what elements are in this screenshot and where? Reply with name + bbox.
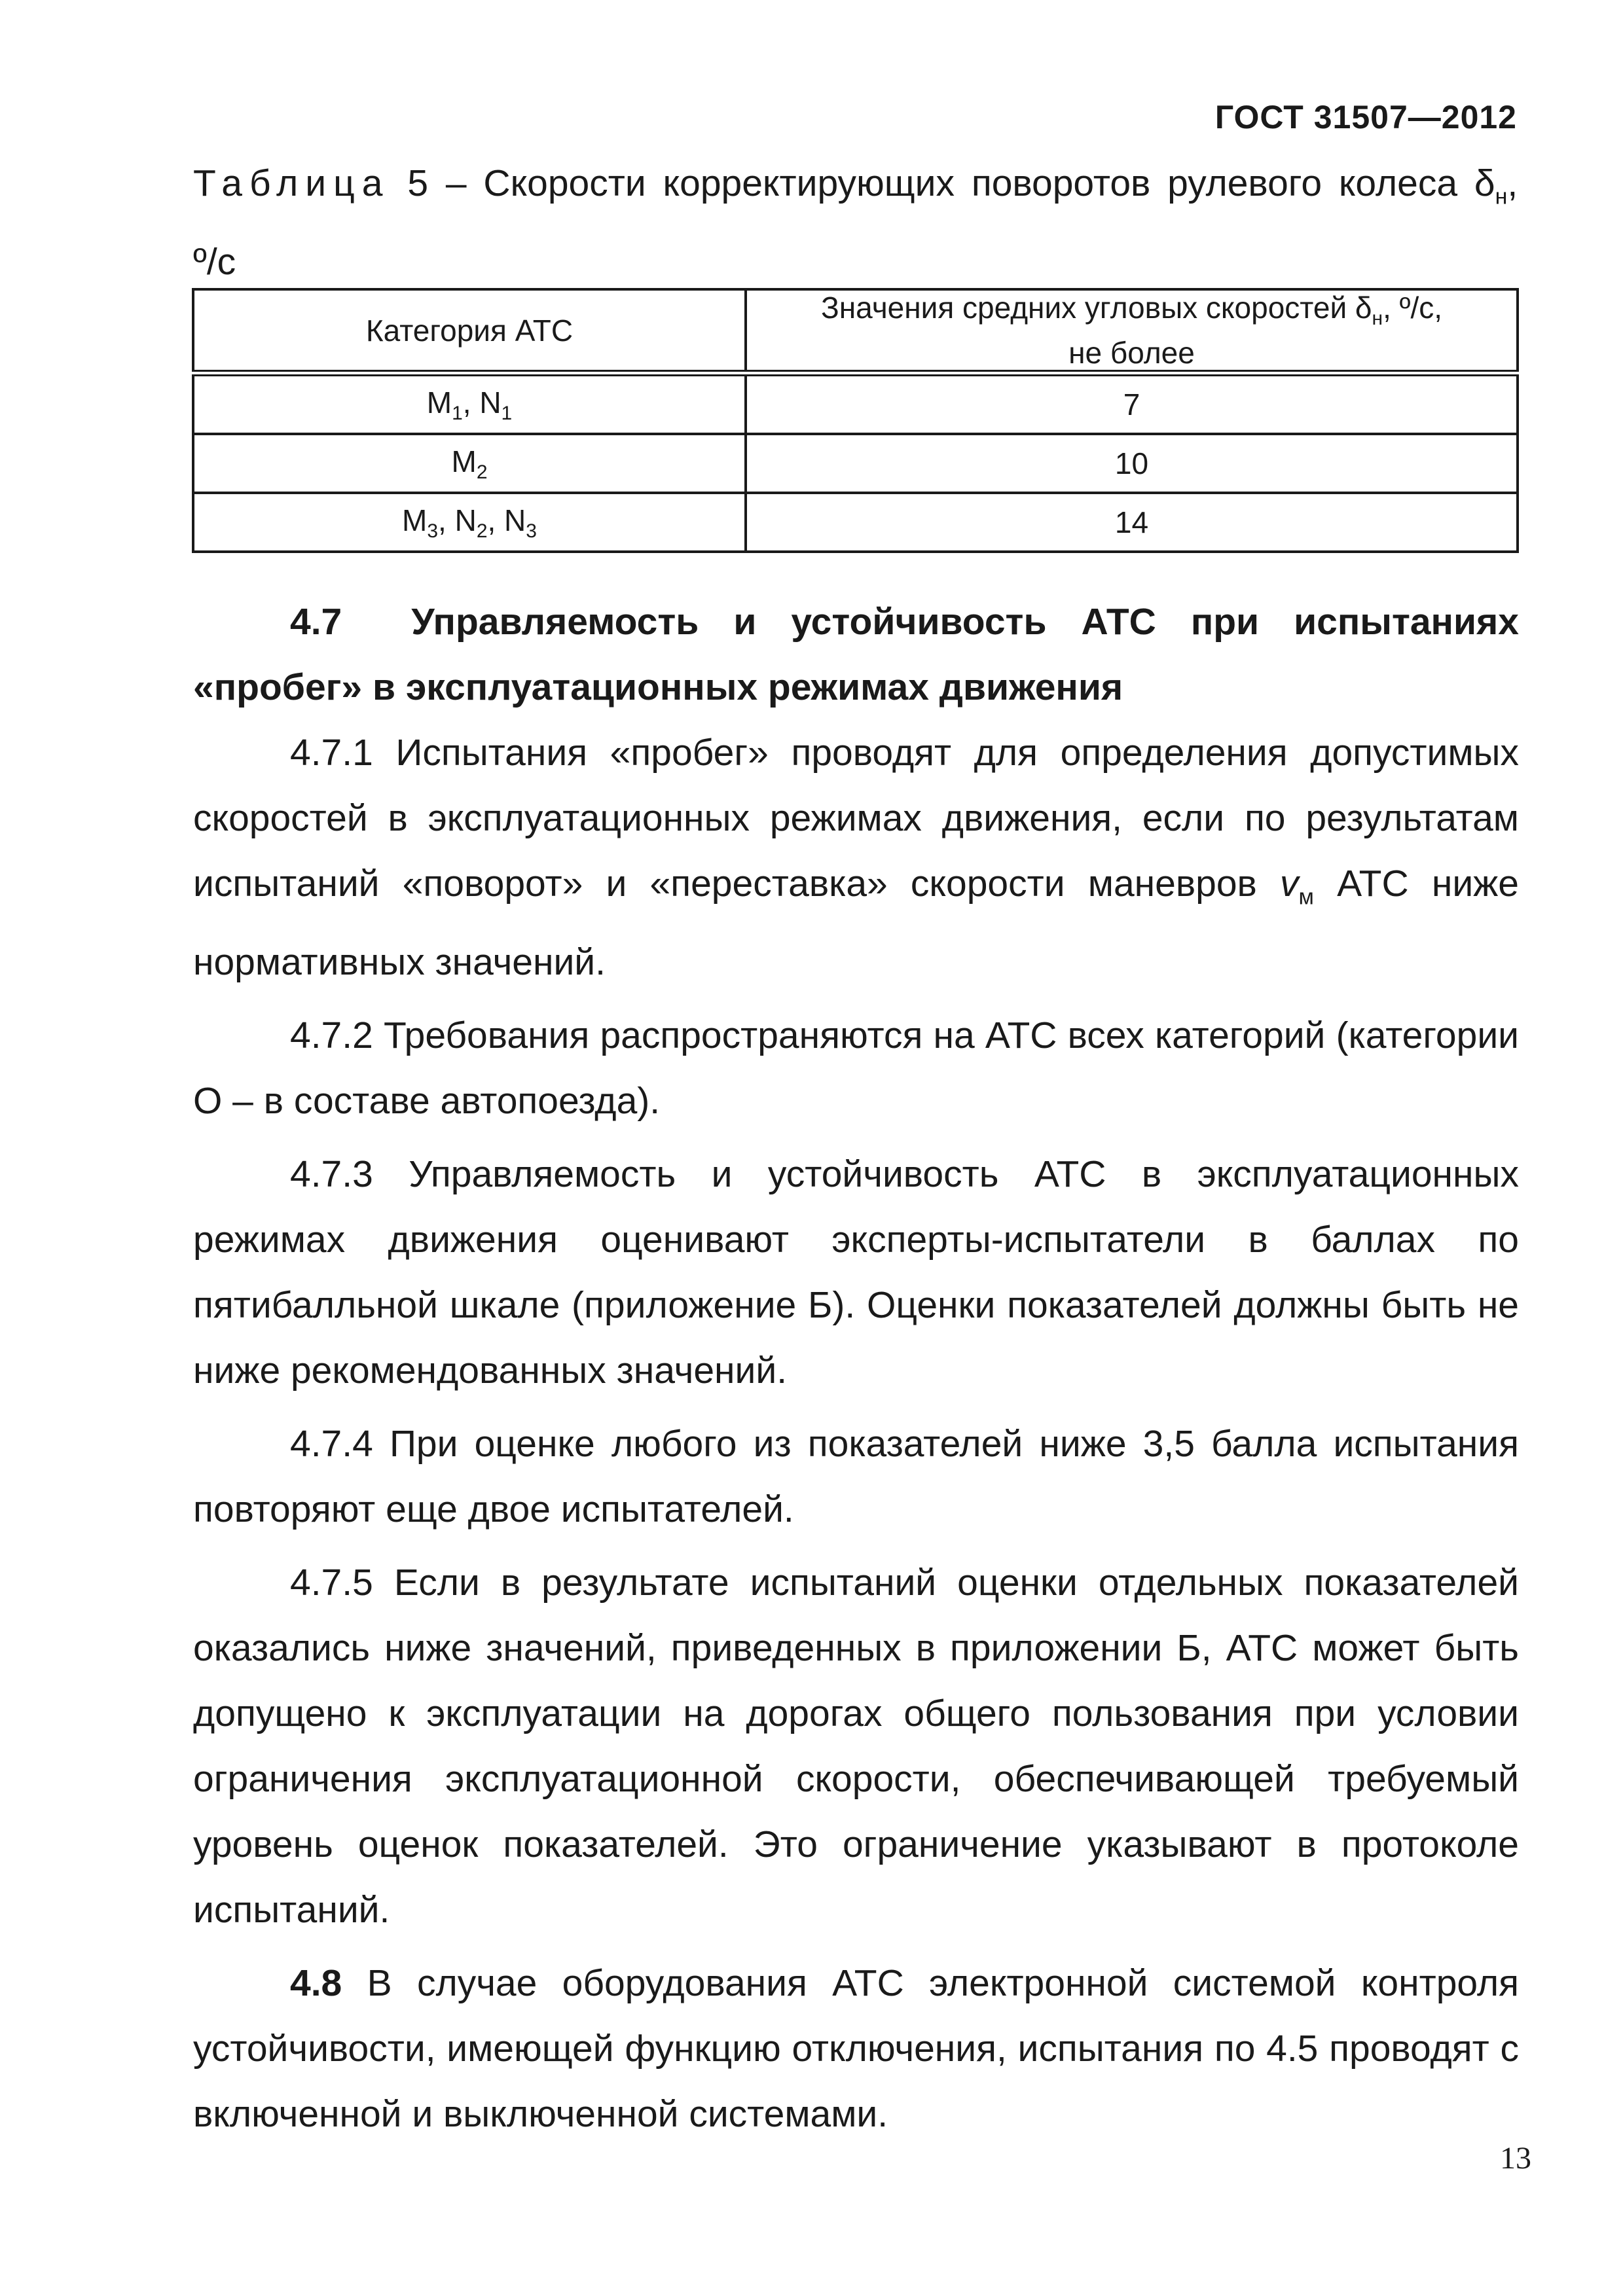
paragraph-number: 4.7.1 <box>290 732 373 774</box>
paragraph-text: Если в результате испытаний оценки отдельных показателей оказались ниже значений, приведенных в приложении Б, АТС может быть допущено к эксплуатации на дорогах общего пользования при условии ограничения эксплуатационной скорости, обеспечивающей требуемый уровень оценок показателей. Это ограничение указывают в протоколе испытаний. <box>193 1562 1519 1931</box>
page-number: 13 <box>1500 2141 1531 2176</box>
table-row <box>193 493 1518 552</box>
column-header-value <box>746 289 1518 373</box>
paragraph-number: 4.7.4 <box>290 1423 373 1465</box>
value-cell: 10 <box>746 434 1518 493</box>
paragraph-4-7-3 <box>193 1141 1519 1403</box>
speed-symbol: v <box>1280 863 1299 905</box>
speed-table <box>192 288 1519 553</box>
paragraph-text-end: АТС ниже нормативных значений. <box>193 863 1519 984</box>
value-cell: 14 <box>746 493 1518 552</box>
section-heading-4-7 <box>193 589 1519 720</box>
section-title: Управляемость и устойчивость АТС при испытаниях «пробег» в эксплуатационных режимах движения <box>193 601 1519 708</box>
paragraph-4-7-1 <box>193 720 1519 995</box>
paragraph-text: Испытания «пробег» проводят для определения допустимых скоростей в эксплуатационных режимах движения, если по результатам испытаний «поворот» и «переставка» скорости маневров <box>193 732 1519 905</box>
category-cell: $M_2$ <box>193 434 746 493</box>
section-number: 4.8 <box>290 1962 342 2005</box>
column-header-value-limit: не более <box>1068 336 1195 370</box>
paragraph-4-7-4 <box>193 1411 1519 1542</box>
table-caption-label: Таблица 5 <box>193 162 436 204</box>
column-header-value-subscript: н <box>1372 308 1383 330</box>
paragraph-4-8 <box>193 1950 1519 2147</box>
paragraph-text: При оценке любого из показателей ниже 3,5 балла испытания повторяют еще двое испытателей. <box>193 1423 1519 1531</box>
table-caption <box>193 151 1519 295</box>
paragraph-number: 4.7.3 <box>290 1153 373 1196</box>
paragraph-text: В случае оборудования АТС электронной системой контроля устойчивости, имеющей функцию отключения, испытания по 4.5 проводят с включенной и выключенной системами. <box>193 1962 1519 2136</box>
category-cell: $M_3$, $N_2$, $N_3$ <box>193 493 746 552</box>
body-text <box>193 589 1519 2147</box>
paragraph-number: 4.7.5 <box>290 1562 373 1604</box>
paragraph-number: 4.7.2 <box>290 1014 373 1057</box>
table-header-row <box>193 289 1518 373</box>
column-header-value-text: Значения средних угловых скоростей δ <box>820 291 1372 325</box>
paragraph-text: Требования распространяются на АТС всех категорий (категории О – в составе автопоезда). <box>193 1014 1520 1122</box>
column-header-value-unit: , º/с, <box>1383 291 1443 325</box>
value-cell: 7 <box>746 373 1518 434</box>
document-code: ГОСТ 31507—2012 <box>1214 99 1517 135</box>
paragraph-text: Управляемость и устойчивость АТС в эксплуатационных режимах движения оценивают эксперты-испытатели в баллах по пятибалльной шкале (приложение Б). Оценки показателей должны быть не ниже рекомендованных значений. <box>193 1153 1519 1392</box>
table-row <box>193 373 1518 434</box>
paragraph-4-7-5 <box>193 1550 1519 1943</box>
column-header-category: Категория АТС <box>193 289 746 373</box>
paragraph-4-7-2 <box>193 1003 1519 1134</box>
category-cell: $M_1$, $N_1$ <box>193 373 746 434</box>
section-number: 4.7 <box>290 601 342 643</box>
table-caption-text: – Скорости корректирующих поворотов рулевого колеса δ <box>445 162 1495 204</box>
table-caption-subscript: н <box>1495 184 1508 209</box>
table-caption-unit: , º/с <box>193 162 1518 283</box>
speed-subscript: м <box>1298 884 1314 910</box>
table-row <box>193 434 1518 493</box>
